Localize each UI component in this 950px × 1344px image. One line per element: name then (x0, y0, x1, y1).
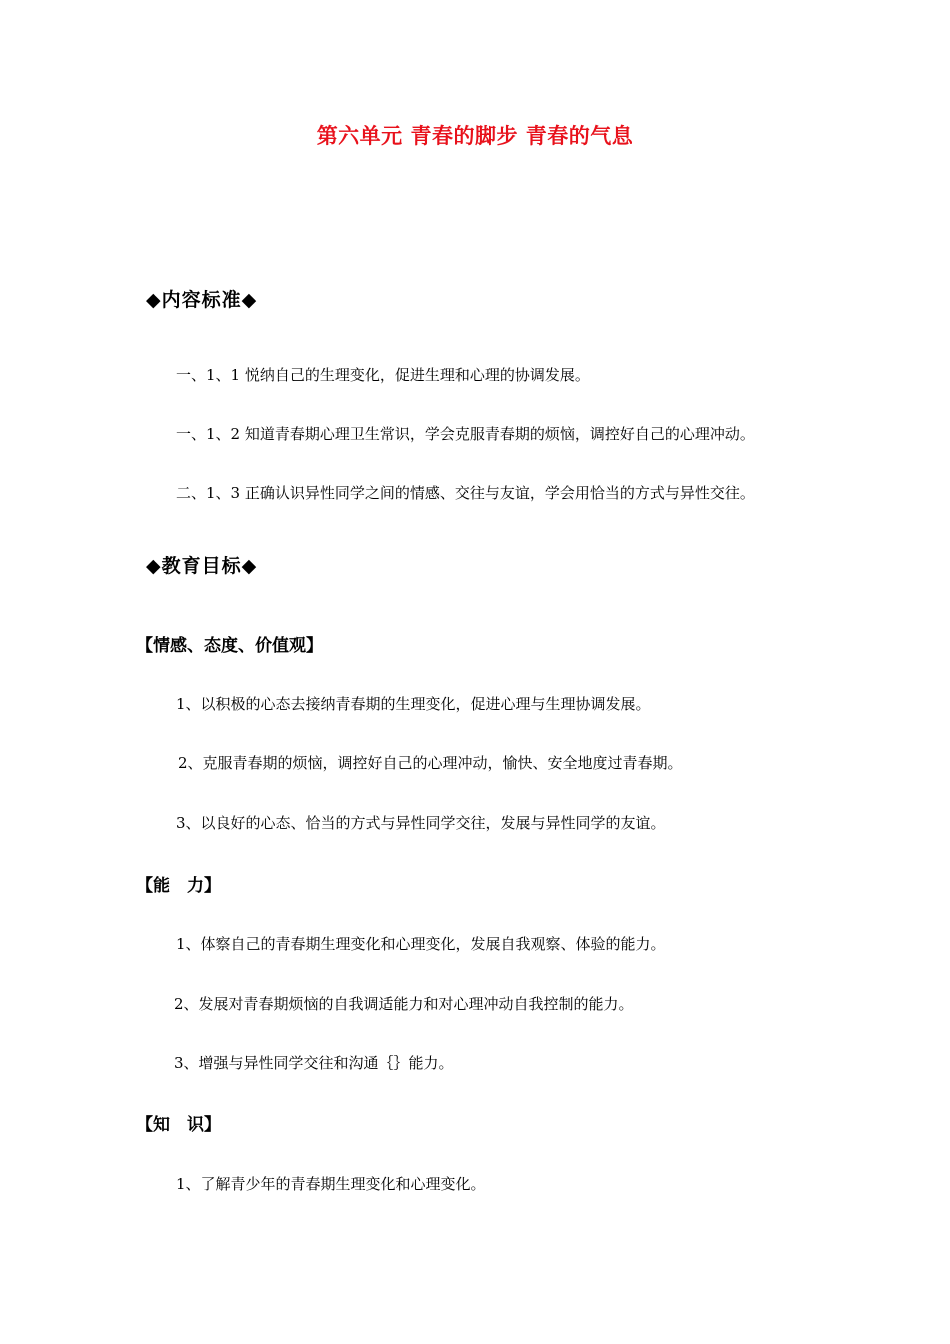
knowledge-heading: 【知 识】 (136, 1115, 221, 1135)
ability-heading: 【能 力】 (136, 876, 221, 896)
education-goals-heading: ◆教育目标◆ (146, 555, 258, 577)
attitude-item: 3、以良好的心态、恰当的方式与异性同学交往，发展与异性同学的友谊。 (176, 814, 666, 832)
content-standard-item: 一、1、2 知道青春期心理卫生常识，学会克服青春期的烦恼，调控好自己的心理冲动。 (176, 425, 755, 443)
content-standard-item: 二、1、3 正确认识异性同学之间的情感、交往与友谊，学会用恰当的方式与异性交往。 (176, 484, 755, 502)
content-standard-heading: ◆内容标准◆ (146, 289, 258, 311)
ability-item: 1、体察自己的青春期生理变化和心理变化，发展自我观察、体验的能力。 (176, 935, 666, 953)
page-title: 第六单元 青春的脚步 青春的气息 (316, 123, 634, 148)
content-standard-item: 一、1、1 悦纳自己的生理变化，促进生理和心理的协调发展。 (176, 366, 590, 384)
attitude-item: 1、以积极的心态去接纳青春期的生理变化，促进心理与生理协调发展。 (176, 695, 651, 713)
attitude-heading: 【情感、态度、价值观】 (136, 636, 323, 656)
ability-item: 3、增强与异性同学交往和沟通｛｝能力。 (174, 1054, 454, 1072)
attitude-item: 2、克服青春期的烦恼，调控好自己的心理冲动，愉快、安全地度过青春期。 (178, 754, 683, 772)
ability-item: 2、发展对青春期烦恼的自我调适能力和对心理冲动自我控制的能力。 (174, 995, 634, 1013)
knowledge-item: 1、了解青少年的青春期生理变化和心理变化。 (176, 1175, 486, 1193)
